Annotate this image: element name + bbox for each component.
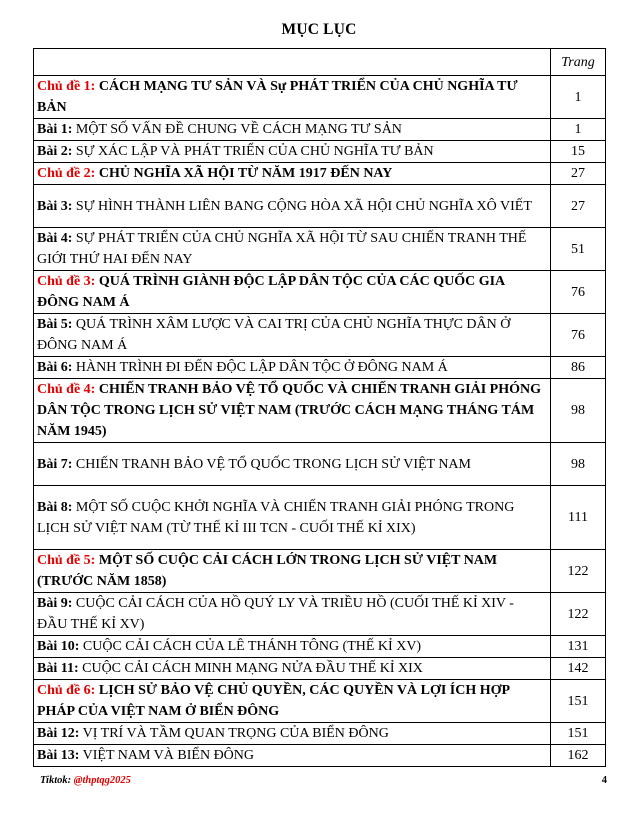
lesson-row — [34, 636, 606, 658]
lesson-row — [34, 314, 606, 357]
entry-title-cell — [34, 76, 551, 119]
entry-page-number: 162 — [551, 745, 606, 767]
topic-number: Chủ đề 5: — [37, 553, 96, 568]
entry-page-number: 1 — [551, 119, 606, 141]
footer — [40, 775, 607, 786]
entry-page-number: 76 — [551, 314, 606, 357]
entry-title-cell — [34, 163, 551, 185]
topic-title: CÁCH MẠNG TƯ SẢN VÀ Sự PHÁT TRIỂN CỦA CHỦ NGHĨA TƯ BẢN — [37, 79, 518, 115]
topic-title: CHIẾN TRANH BẢO VỆ TỔ QUỐC VÀ CHIẾN TRANH GIẢI PHÓNG DÂN TỘC TRONG LỊCH SỬ VIỆT NAM (TRƯỚC CÁCH MẠNG THÁNG TÁM NĂM 1945) — [37, 382, 541, 439]
lesson-number: Bài 6: — [37, 360, 73, 375]
entry-title-cell — [34, 550, 551, 593]
entry-page-number: 27 — [551, 163, 606, 185]
lesson-title: CUỘC CẢI CÁCH MINH MẠNG NỬA ĐẦU THẾ KỈ XIX — [82, 661, 423, 676]
entry-page-number: 76 — [551, 271, 606, 314]
lesson-number: Bài 5: — [37, 317, 73, 332]
entry-page-number: 1 — [551, 76, 606, 119]
lesson-number: Bài 11: — [37, 661, 79, 676]
topic-row — [34, 680, 606, 723]
lesson-number: Bài 10: — [37, 639, 80, 654]
lesson-title: MỘT SỐ VẤN ĐỀ CHUNG VỀ CÁCH MẠNG TƯ SẢN — [75, 122, 402, 137]
lesson-title: QUÁ TRÌNH XÂM LƯỢC VÀ CAI TRỊ CỦA CHỦ NGHĨA THỰC DÂN Ở ĐÔNG NAM Á — [37, 317, 511, 353]
lesson-row — [34, 658, 606, 680]
topic-number: Chủ đề 6: — [37, 683, 96, 698]
entry-title-cell — [34, 185, 551, 228]
lesson-row — [34, 745, 606, 767]
lesson-row — [34, 119, 606, 141]
lesson-number: Bài 4: — [37, 231, 73, 246]
entry-title-cell — [34, 658, 551, 680]
page-title: MỤC LỤC — [281, 21, 357, 38]
topic-number: Chủ đề 4: — [37, 382, 96, 397]
entry-title-cell — [34, 443, 551, 486]
footer-label: Tiktok: — [40, 775, 72, 786]
lesson-row — [34, 141, 606, 163]
entry-title-cell — [34, 314, 551, 357]
lesson-number: Bài 3: — [37, 198, 73, 214]
entry-title-cell — [34, 271, 551, 314]
lesson-number: Bài 2: — [37, 144, 73, 159]
entry-title-cell — [34, 228, 551, 271]
topic-title: CHỦ NGHĨA XÃ HỘI TỪ NĂM 1917 ĐẾN NAY — [98, 166, 393, 181]
topic-number: Chủ đề 3: — [37, 274, 96, 289]
lesson-row — [34, 593, 606, 636]
topic-title: MỘT SỐ CUỘC CẢI CÁCH LỚN TRONG LỊCH SỬ VIỆT NAM (TRƯỚC NĂM 1858) — [37, 553, 498, 589]
lesson-row — [34, 185, 606, 228]
lesson-title: SỰ HÌNH THÀNH LIÊN BANG CỘNG HÒA XÃ HỘI CHỦ NGHĨA XÔ VIẾT — [75, 198, 532, 214]
lesson-number: Bài 8: — [37, 499, 73, 515]
lesson-title: SỰ PHÁT TRIỂN CỦA CHỦ NGHĨA XÃ HỘI TỪ SAU CHIẾN TRANH THẾ GIỚI THỨ HAI ĐẾN NAY — [37, 231, 527, 267]
topic-row — [34, 379, 606, 443]
lesson-number: Bài 9: — [37, 596, 73, 611]
topic-row — [34, 271, 606, 314]
topic-row — [34, 76, 606, 119]
lesson-row — [34, 228, 606, 271]
lesson-title: MỘT SỐ CUỘC KHỞI NGHĨA VÀ CHIẾN TRANH GIẢI PHÓNG TRONG LỊCH SỬ VIỆT NAM (TỪ THẾ KỈ III TCN - CUỐI THẾ KỈ XIX) — [37, 499, 515, 536]
entry-title-cell — [34, 357, 551, 379]
entry-page-number: 27 — [551, 185, 606, 228]
entry-page-number: 86 — [551, 357, 606, 379]
lesson-title: CHIẾN TRANH BẢO VỆ TỔ QUỐC TRONG LỊCH SỬ VIỆT NAM — [75, 456, 471, 472]
topic-title: QUÁ TRÌNH GIÀNH ĐỘC LẬP DÂN TỘC CỦA CÁC QUỐC GIA ĐÔNG NAM Á — [37, 274, 505, 310]
entry-title-cell — [34, 379, 551, 443]
footer-handle: @thptqg2025 — [73, 775, 131, 786]
lesson-title: CUỘC CẢI CÁCH CỦA HỒ QUÝ LY VÀ TRIỀU HỒ (CUỐI THẾ KỈ XIV - ĐẦU THẾ KỈ XV) — [37, 596, 514, 632]
entry-page-number: 151 — [551, 680, 606, 723]
lesson-number: Bài 12: — [37, 726, 80, 741]
entry-page-number: 122 — [551, 550, 606, 593]
entry-title-cell — [34, 636, 551, 658]
lesson-row — [34, 723, 606, 745]
lesson-title: VIỆT NAM VÀ BIỂN ĐÔNG — [82, 748, 255, 763]
entry-page-number: 122 — [551, 593, 606, 636]
entry-page-number: 98 — [551, 443, 606, 486]
lesson-row — [34, 357, 606, 379]
entry-title-cell — [34, 486, 551, 550]
entry-page-number: 131 — [551, 636, 606, 658]
lesson-title: SỰ XÁC LẬP VÀ PHÁT TRIỂN CỦA CHỦ NGHĨA TƯ BẢN — [75, 144, 434, 159]
entry-title-cell — [34, 119, 551, 141]
topic-title: LỊCH SỬ BẢO VỆ CHỦ QUYỀN, CÁC QUYỀN VÀ LỢI ÍCH HỢP PHÁP CỦA VIỆT NAM Ở BIỂN ĐÔNG — [37, 683, 510, 719]
lesson-title: CUỘC CẢI CÁCH CỦA LÊ THÁNH TÔNG (THẾ KỈ XV) — [82, 639, 422, 654]
page-number: 4 — [601, 775, 607, 786]
entry-title-cell — [34, 680, 551, 723]
entry-page-number: 15 — [551, 141, 606, 163]
page-column-header: Trang — [551, 49, 606, 76]
entry-title-cell — [34, 141, 551, 163]
topic-row — [34, 163, 606, 185]
entry-page-number: 111 — [551, 486, 606, 550]
header-empty-cell — [34, 49, 551, 76]
entry-title-cell — [34, 723, 551, 745]
lesson-title: VỊ TRÍ VÀ TẦM QUAN TRỌNG CỦA BIỂN ĐÔNG — [82, 726, 389, 741]
table-of-contents — [33, 48, 606, 767]
entry-page-number: 142 — [551, 658, 606, 680]
lesson-number: Bài 13: — [37, 748, 80, 763]
lesson-number: Bài 1: — [37, 122, 73, 137]
entry-title-cell — [34, 745, 551, 767]
entry-page-number: 98 — [551, 379, 606, 443]
lesson-title: HÀNH TRÌNH ĐI ĐẾN ĐỘC LẬP DÂN TỘC Ở ĐÔNG NAM Á — [75, 360, 448, 375]
lesson-row — [34, 486, 606, 550]
topic-number: Chủ đề 2: — [37, 166, 96, 181]
table-header-row — [34, 49, 606, 76]
lesson-number: Bài 7: — [37, 456, 73, 472]
topic-row — [34, 550, 606, 593]
entry-page-number: 151 — [551, 723, 606, 745]
lesson-row — [34, 443, 606, 486]
entry-page-number: 51 — [551, 228, 606, 271]
topic-number: Chủ đề 1: — [37, 79, 96, 94]
entry-title-cell — [34, 593, 551, 636]
